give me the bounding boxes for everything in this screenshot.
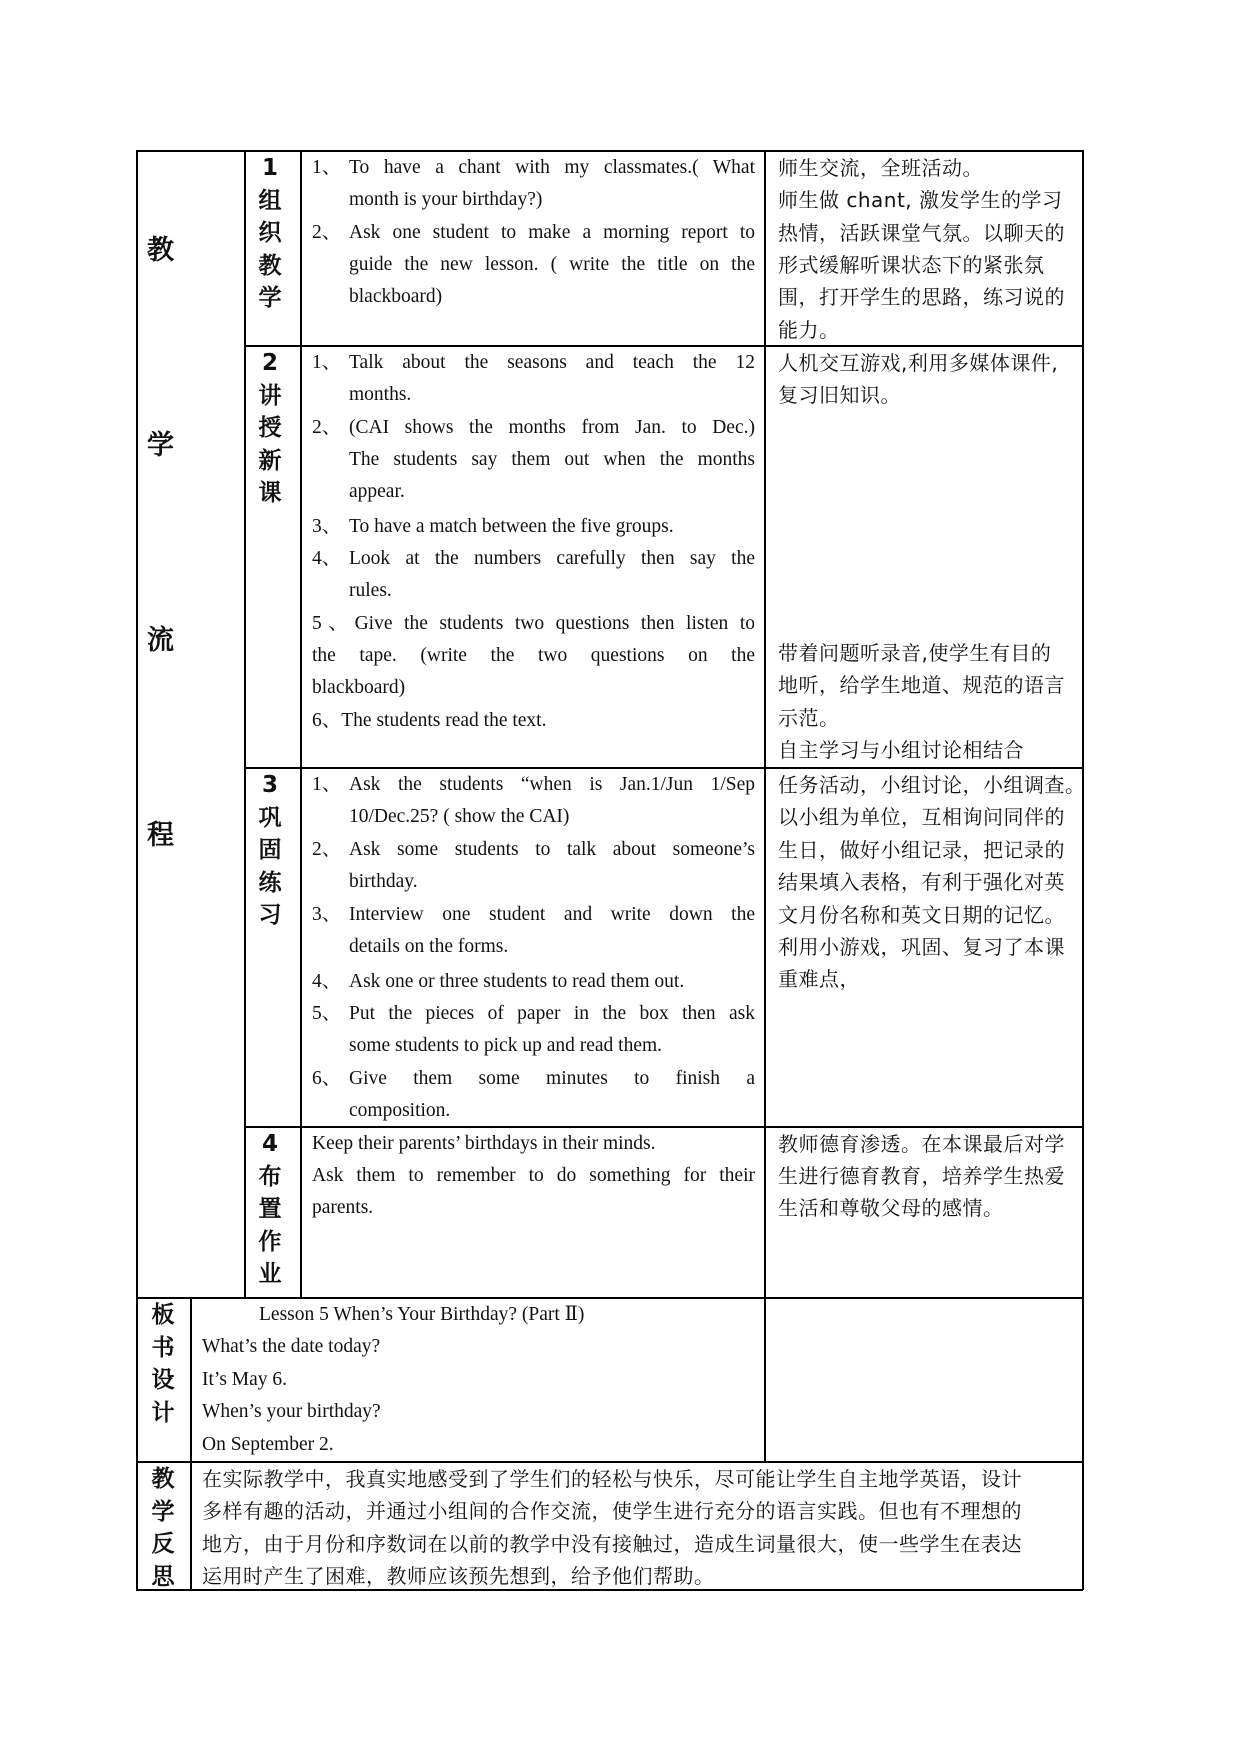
document-page: 教 学 流 程 1 组 织 教 学 1、 To have a chant with my classmates.( What month is your birthday?) 2、 Ask one student to make a morning report to guide the new lesson. ( write the title on the blackboard) 师生交流，全班活动。 师生做 chant, 激发学生的学习 热情，活跃课堂气氛。以聊天的 形式缓解听课状态下的紧张氛 围，打开学生的思路，练习说的 能力。 2 讲 授 新 课 1、 Talk about the seasons and teach the 12 months. 2、 (CAI shows the months from Jan. to Dec.) The students say them out when the months appear. 3、 To have a match between the five groups. 4、 Look at the numbers carefully then say the rules. 5、Give the students two questions then listen to the tape. (write the two questions on the blackboard) 6、The students read the text. 人机交互游戏,利用多媒体课件, 复习旧知识。 带着问题听录音,使学生有目的 地听，给学生地道、规范的语言 示范。 自主学习与小组讨论相结合 3 巩 固 练 习 1、 Ask the students “when is Jan.1/Jun 1/Sep 10/Dec.25? ( show the CAI) 2、 Ask some students to talk about someone’s birthday. 3、 Interview one student and write down the details on the forms. 4、 Ask one or three students to read them out. 5、 Put the pieces of paper in the box then ask some students to pick up and read them. 6、 Give them some minutes to finish a composition. 任务活动，小组讨论，小组调查。 以小组为单位，互相询问同伴的 生日，做好小组记录，把记录的 结果填入表格，有利于强化对英 文月份名称和英文日期的记忆。 利用小游戏，巩固、复习了本课 重难点， 4 布 置 作 业 Keep their parents’ birthdays in their minds. Ask them to remember to do something for their parents. 教师德育渗透。在本课最后对学 生进行德育教育，培养学生热爱 生活和尊敬父母的感情。 板 书 设 计 Lesson 5 When’s Your Birthday? (Part Ⅱ) What’s the date today? It’s May 6. When’s your birthday? On September 2. 教 学 反 思 在实际教学中，我真实地感受到了学生们的轻松与快乐，尽可能让学生自主地学英语，设计 多样有趣的活动，并通过小组间的合作交流，使学生进行充分的语言实践。但也有不理想的 地方，由于月份和序数词在以前的教学中没有接触过，造成生词量很大，使一些学生在表达 运用时产生了困难，教师应该预先想到，给予他们帮助。 xyxy=(0,0,1241,1754)
stage-1-label: 1 组 织 教 学 xyxy=(258,155,282,311)
reflection-label: 教 学 反 思 xyxy=(151,1466,175,1590)
stage-4-label: 4 布 置 作 业 xyxy=(258,1131,282,1287)
stage-2-label: 2 讲 授 新 课 xyxy=(258,350,282,506)
stage-3-label: 3 巩 固 练 习 xyxy=(258,772,282,928)
board-label: 板 书 设 计 xyxy=(151,1302,175,1426)
